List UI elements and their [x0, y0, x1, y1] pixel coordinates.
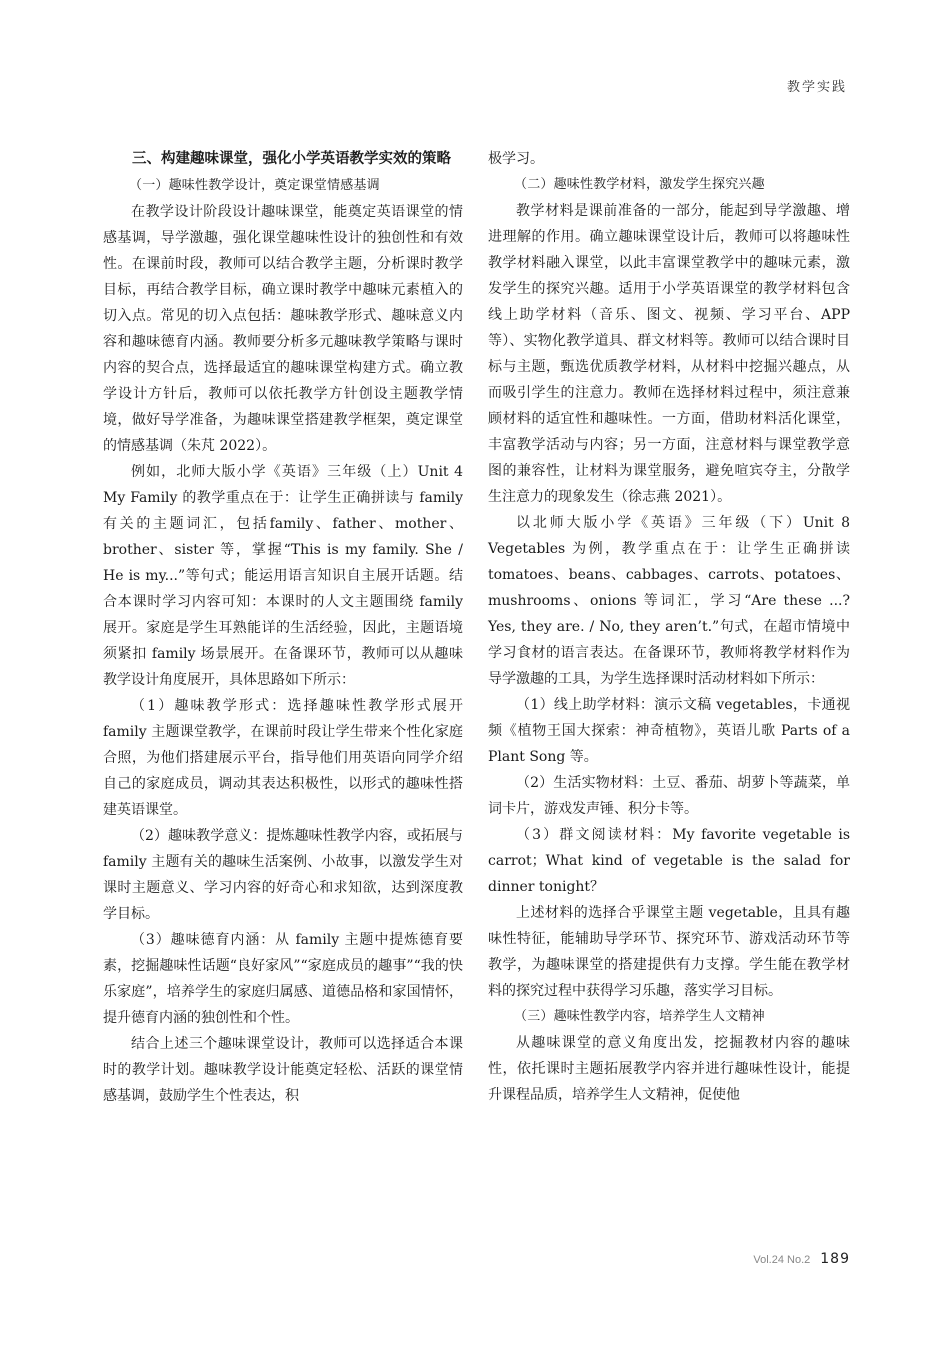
- paragraph: 上述材料的选择合乎课堂主题 vegetable，且具有趣味性特征，能辅助导学环节、探究环节、游戏活动环节等教学，为趣味课堂的搭建提供有力支撑。学生能在教学材料的探究过程中获得学习乐趣，落实学习目标。: [488, 905, 850, 999]
- paragraph: 结合上述三个趣味课堂设计，教师可以选择适合本课时的教学计划。趣味教学设计能奠定轻松、活跃的课堂情感基调，鼓励学生个性表达，积: [103, 1036, 463, 1104]
- page-footer: [753, 1251, 850, 1267]
- paragraph: 在教学设计阶段设计趣味课堂，能奠定英语课堂的情感基调，导学激趣，强化课堂趣味性设计的独创性和有效性。在课前时段，教师可以结合教学主题，分析课时教学目标，再结合教学目标，确立课时教学中趣味元素植入的切入点。常见的切入点包括：趣味教学形式、趣味意义内容和趣味德育内涵。教师要分析多元趣味教学策略与课时内容的契合点，选择最适宜的趣味课堂构建方式。确立教学设计方针后，教师可以依托教学方针创设主题教学情境，做好导学准备，为趣味课堂搭建教学框架，奠定课堂的情感基调（朱芃 2022）。: [103, 204, 463, 454]
- paragraph: 从趣味课堂的意义角度出发，挖掘教材内容的趣味性，依托课时主题拓展教学内容并进行趣味性设计，能提升课程品质，培养学生人文精神，促使他: [488, 1035, 850, 1103]
- paragraph: （2）趣味教学意义：提炼趣味性教学内容，或拓展与 family 主题有关的趣味生活案例、小故事，以激发学生对课时主题意义、学习内容的好奇心和求知欲，达到深度教学目标。: [103, 828, 463, 922]
- volume-info: Vol.24 No.2: [753, 1254, 811, 1266]
- paragraph: （3）趣味德育内涵：从 family 主题中提炼德育要素，挖掘趣味性话题“良好家风”“家庭成员的趣事”“我的快乐家庭”，培养学生的家庭归属感、道德品格和家国情怀，提升德育内涵的独创性和个性。: [103, 932, 463, 1026]
- subsection-heading-3: （三）趣味性教学内容，培养学生人文精神: [514, 1009, 765, 1024]
- paragraph: （2）生活实物材料：土豆、番茄、胡萝卜等蔬菜，单词卡片，游戏发声锤、积分卡等。: [488, 775, 850, 817]
- left-column: [103, 146, 463, 1109]
- paragraph: （1）线上助学材料：演示文稿 vegetables，卡通视频《植物王国大探索：神奇植物》，英语儿歌 Parts of a Plant Song 等。: [488, 697, 850, 765]
- paragraph: 以北师大版小学《英语》三年级（下）Unit 8 Vegetables 为例，教学重点在于：让学生正确拼读 tomatoes、beans、cabbages、carrots、potatoes、mushrooms、onions 等词汇，学习“Are these ...? Yes, they are. / No, they aren’t.”句式，在超市情境中学习食材的语言表达。在备课环节，教师将教学材料作为导学激趣的工具，为学生选择课时活动材料如下所示：: [488, 515, 850, 687]
- paragraph: （3）群文阅读材料：My favorite vegetable is carrot；What kind of vegetable is the salad for dinner tonight？: [488, 827, 850, 895]
- section-heading: 三、构建趣味课堂，强化小学英语教学实效的策略: [132, 151, 451, 167]
- page-number: 189: [820, 1251, 850, 1267]
- paragraph: （1）趣味教学形式：选择趣味性教学形式展开 family 主题课堂教学，在课前时段让学生带来个性化家庭合照，为他们搭建展示平台，指导他们用英语向同学介绍自己的家庭成员，调动其表达积极性，以形式的趣味性搭建英语课堂。: [103, 698, 463, 818]
- paragraph: 例如，北师大版小学《英语》三年级（上）Unit 4 My Family 的教学重点在于：让学生正确拼读与 family 有关的主题词汇，包括family、father、mother、brother、sister 等，掌握“This is my family. She / He is my...”等句式；能运用语言知识自主展开话题。结合本课时学习内容可知：本课时的人文主题围绕 family 展开。家庭是学生耳熟能详的生活经验，因此，主题语境须紧扣 family 场景展开。在备课环节，教师可以从趣味教学设计角度展开，具体思路如下所示：: [103, 464, 463, 688]
- subsection-heading-2: （二）趣味性教学材料，激发学生探究兴趣: [514, 177, 765, 192]
- running-header: 教学实践: [786, 80, 847, 95]
- paragraph-continuation: 极学习。: [488, 151, 544, 167]
- right-column: [488, 146, 850, 1108]
- subsection-heading-1: （一）趣味性教学设计，奠定课堂情感基调: [129, 178, 380, 193]
- paragraph: 教学材料是课前准备的一部分，能起到导学激趣、增进理解的作用。确立趣味课堂设计后，教师可以将趣味性教学材料融入课堂，以此丰富课堂教学中的趣味元素，激发学生的探究兴趣。适用于小学英语课堂的教学材料包含线上助学材料（音乐、图文、视频、学习平台、APP 等）、实物化教学道具、群文材料等。教师可以结合课时目标与主题，甄选优质教学材料，从材料中挖掘兴趣点，从而吸引学生的注意力。教师在选择材料过程中，须注意兼顾材料的适宜性和趣味性。一方面，借助材料活化课堂，丰富教学活动与内容；另一方面，注意材料与课堂教学意图的兼容性，让材料为课堂服务，避免喧宾夺主，分散学生注意力的现象发生（徐志燕 2021）。: [488, 203, 850, 505]
